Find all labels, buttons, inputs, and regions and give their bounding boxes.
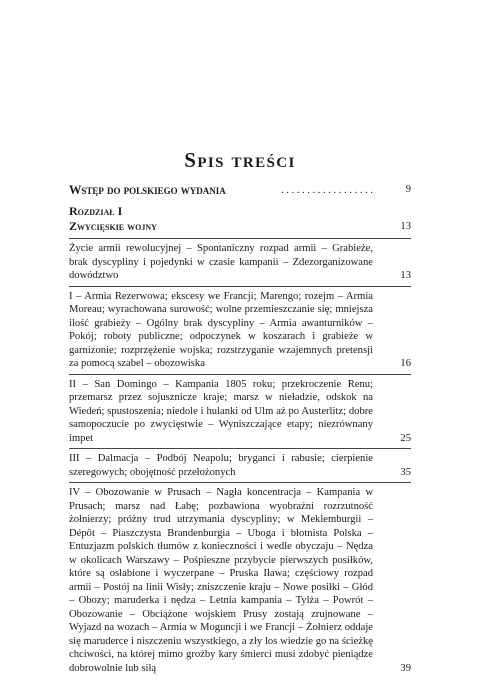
- chapter-page-number: 13: [400, 220, 411, 232]
- chapter-title: Zwycięskie wojny: [69, 218, 157, 233]
- divider: [69, 238, 411, 239]
- entry-page-number: 35: [400, 466, 411, 478]
- entry-text: Życie armii rewolucyjnej – Spontaniczny rozpad armii – Grabieże, brak dyscypliny i pojedynki w czasie kampanii – Zdezorganizowane dowództwo: [69, 243, 373, 281]
- divider: [69, 448, 411, 449]
- toc-entry: [69, 242, 411, 283]
- toc-entry: [69, 486, 411, 675]
- entry-page-number: 39: [400, 662, 411, 674]
- divider: [69, 286, 411, 287]
- page-title: Spis treści: [184, 148, 296, 172]
- intro-label: Wstęp do polskiego wydania: [69, 183, 226, 197]
- toc-entry: [69, 290, 411, 371]
- entry-text: II – San Domingo – Kampania 1805 roku; przekroczenie Renu; przemarsz przez sojusznicze kraje; marsz w nieładzie, odskok na Wiedeń; spustoszenia; niedole i hulanki od Ulm aż po Austerlitz; dobre samopoczucie po zwycięstwie – Wyniszczające etapy; niezrównany impet: [69, 378, 373, 444]
- entry-text: III – Dalmacja – Podbój Neapolu; bryganci i rabusie; cierpienie szeregowych; obojętność przełożonych: [69, 453, 373, 478]
- entry-page-number: 13: [400, 270, 411, 281]
- chapter-heading: [69, 204, 411, 235]
- entry-text: IV – Obozowanie w Prusach – Nagła koncentracja – Kampania w Prusach; marsz nad Łabę; pozbawiona wyobraźni rozrzutność żołnierzy; próżny trud utrzymania dyscypliny; w Meklemburgii – Dépôt – Piaszczysta Brandenburgia – Uboga i błotnista Polska – Entuzjazm polskich tłumów z konieczności i wedle obyczaju – Nędza w okolicach Warszawy – Pośpieszne przybycie pierwszych posiłków, które są osłabione i wyczerpane – Pruska Iława; częściowy rozpad armii – Postój na linii Wisły; zniszczenie kraju – Nowe posiłki – Głód – Obozy; maruderka i nędza – Letnia kampania – Tylża – Powrót – Obozowanie – Obciążone wojskiem Prusy zostają zrujnowane – Wyjazd na wozach – Armia w Moguncji i we Francji – Żołnierz oddaje się maruderce i niszczeniu wszystkiego, a zły los wiedzie go na ścieżkę chciwości, na której mimo groźby kary śmierci musi zdobyć pieniądze dobrowolnie lub siłą: [69, 487, 373, 674]
- divider: [69, 374, 411, 375]
- toc-intro-row: [69, 181, 411, 199]
- toc-entry: [69, 378, 411, 446]
- toc-entry: [69, 452, 411, 479]
- table-of-contents: [69, 181, 411, 675]
- chapter-number: Rozdział I: [69, 204, 123, 218]
- entry-page-number: 25: [400, 432, 411, 444]
- intro-page-number: 9: [405, 184, 411, 195]
- entry-page-number: 16: [400, 358, 411, 369]
- entry-text: I – Armia Rezerwowa; ekscesy we Francji; Marengo; rozejm – Armia Moreau; wyrachowana surowość; wolne przemieszczanie się; mniejsza ilość grabieży – Ogólny brak dyscypliny – Armia awanturników – Pokój; roboty publiczne; odpoczynek w koszarach i grabieże w garnizonie; rozprzężenie wojska; rozstrzyganie wzajemnych pretensji za pomocą szabel – obozowiska: [69, 290, 373, 369]
- divider: [69, 482, 411, 483]
- dot-leader: ..................: [281, 184, 376, 196]
